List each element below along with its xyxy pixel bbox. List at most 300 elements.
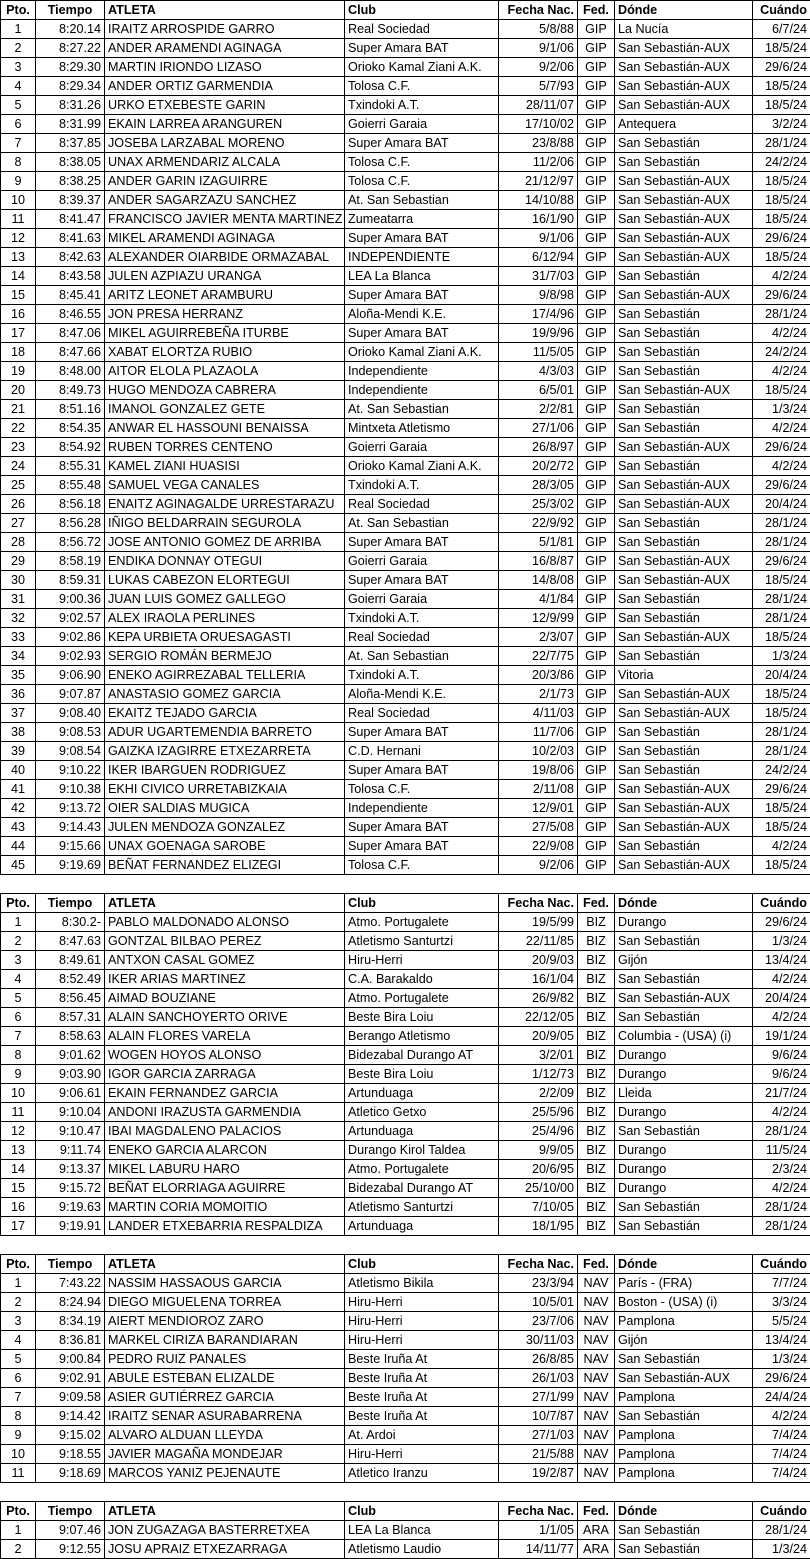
cell-date: 7/4/24: [753, 1464, 810, 1483]
cell-position: 23: [1, 438, 36, 457]
cell-athlete: IRAITZ SENAR ASURABARRENA: [105, 1407, 345, 1426]
cell-federation: GIP: [578, 286, 615, 305]
table-row: [1, 1521, 810, 1540]
cell-date: 29/6/24: [753, 229, 810, 248]
cell-time: 9:12.55: [36, 1540, 105, 1559]
table-row: [1, 1103, 810, 1122]
cell-date: 13/4/24: [753, 1331, 810, 1350]
cell-date: 18/5/24: [753, 96, 810, 115]
header-date: Cuándo: [753, 1255, 810, 1274]
cell-venue: San Sebastián: [615, 742, 753, 761]
cell-venue: San Sebastián: [615, 533, 753, 552]
cell-time: 8:54.35: [36, 419, 105, 438]
cell-date: 1/3/24: [753, 1540, 810, 1559]
cell-birth-date: 7/10/05: [499, 1198, 578, 1217]
cell-date: 2/3/24: [753, 1160, 810, 1179]
cell-birth-date: 16/8/87: [499, 552, 578, 571]
cell-athlete: JON ZUGAZAGA BASTERRETXEA: [105, 1521, 345, 1540]
cell-venue: San Sebastián-AUX: [615, 818, 753, 837]
cell-time: 8:37.85: [36, 134, 105, 153]
cell-birth-date: 6/5/01: [499, 381, 578, 400]
cell-position: 32: [1, 609, 36, 628]
cell-venue: San Sebastián: [615, 1540, 753, 1559]
cell-federation: BIZ: [578, 913, 615, 932]
cell-club: Goierri Garaia: [345, 115, 499, 134]
cell-venue: San Sebastián-AUX: [615, 77, 753, 96]
cell-birth-date: 4/3/03: [499, 362, 578, 381]
cell-birth-date: 22/7/75: [499, 647, 578, 666]
cell-date: 13/4/24: [753, 951, 810, 970]
cell-venue: San Sebastián: [615, 837, 753, 856]
cell-time: 9:10.04: [36, 1103, 105, 1122]
cell-venue: San Sebastián-AUX: [615, 476, 753, 495]
cell-athlete: GAIZKA IZAGIRRE ETXEZARRETA: [105, 742, 345, 761]
cell-venue: San Sebastián-AUX: [615, 1369, 753, 1388]
cell-federation: NAV: [578, 1464, 615, 1483]
cell-date: 18/5/24: [753, 39, 810, 58]
cell-time: 9:10.38: [36, 780, 105, 799]
cell-time: 8:34.19: [36, 1312, 105, 1331]
cell-club: Goierri Garaia: [345, 590, 499, 609]
cell-birth-date: 11/5/05: [499, 343, 578, 362]
cell-birth-date: 14/8/08: [499, 571, 578, 590]
cell-birth-date: 23/7/06: [499, 1312, 578, 1331]
cell-federation: NAV: [578, 1445, 615, 1464]
cell-venue: San Sebastián: [615, 134, 753, 153]
cell-date: 4/2/24: [753, 1179, 810, 1198]
table-row: [1, 1046, 810, 1065]
table-row: [1, 324, 810, 343]
cell-birth-date: 10/2/03: [499, 742, 578, 761]
cell-birth-date: 6/12/94: [499, 248, 578, 267]
cell-time: 9:14.42: [36, 1407, 105, 1426]
cell-athlete: WOGEN HOYOS ALONSO: [105, 1046, 345, 1065]
cell-birth-date: 25/10/00: [499, 1179, 578, 1198]
cell-club: Real Sociedad: [345, 704, 499, 723]
table-row: [1, 1293, 810, 1312]
header-federation: Fed.: [578, 894, 615, 913]
cell-club: At. San Sebastian: [345, 514, 499, 533]
table-row: [1, 704, 810, 723]
cell-federation: GIP: [578, 476, 615, 495]
cell-federation: NAV: [578, 1350, 615, 1369]
cell-athlete: GONTZAL BILBAO PEREZ: [105, 932, 345, 951]
cell-venue: San Sebastián-AUX: [615, 210, 753, 229]
table-row: [1, 476, 810, 495]
cell-athlete: MARTIN IRIONDO LIZASO: [105, 58, 345, 77]
cell-birth-date: 31/7/03: [499, 267, 578, 286]
cell-birth-date: 5/8/88: [499, 20, 578, 39]
cell-date: 29/6/24: [753, 438, 810, 457]
header-time: Tiempo: [36, 1255, 105, 1274]
cell-birth-date: 20/3/86: [499, 666, 578, 685]
cell-position: 1: [1, 20, 36, 39]
header-club: Club: [345, 1, 499, 20]
cell-club: INDEPENDIENTE: [345, 248, 499, 267]
cell-date: 29/6/24: [753, 476, 810, 495]
cell-federation: GIP: [578, 704, 615, 723]
cell-time: 9:02.86: [36, 628, 105, 647]
cell-birth-date: 26/9/82: [499, 989, 578, 1008]
cell-date: 24/2/24: [753, 343, 810, 362]
cell-time: 9:15.72: [36, 1179, 105, 1198]
cell-federation: GIP: [578, 58, 615, 77]
cell-athlete: XABAT ELORTZA RUBIO: [105, 343, 345, 362]
cell-position: 1: [1, 1521, 36, 1540]
cell-athlete: IMANOL GONZALEZ GETE: [105, 400, 345, 419]
cell-athlete: NASSIM HASSAOUS GARCIA: [105, 1274, 345, 1293]
cell-federation: GIP: [578, 115, 615, 134]
cell-time: 8:27.22: [36, 39, 105, 58]
cell-venue: San Sebastián-AUX: [615, 39, 753, 58]
cell-athlete: KAMEL ZIANI HUASISI: [105, 457, 345, 476]
cell-birth-date: 11/7/06: [499, 723, 578, 742]
cell-date: 29/6/24: [753, 286, 810, 305]
cell-time: 8:45.41: [36, 286, 105, 305]
cell-date: 18/5/24: [753, 628, 810, 647]
cell-club: At. Ardoi: [345, 1426, 499, 1445]
cell-federation: NAV: [578, 1331, 615, 1350]
cell-athlete: IGOR GARCIA ZARRAGA: [105, 1065, 345, 1084]
table-row: [1, 590, 810, 609]
cell-position: 12: [1, 229, 36, 248]
table-row: [1, 571, 810, 590]
cell-venue: San Sebastián: [615, 343, 753, 362]
spacer-cell: [1, 1236, 810, 1255]
cell-club: Beste Iruña At: [345, 1350, 499, 1369]
cell-date: 29/6/24: [753, 58, 810, 77]
cell-federation: GIP: [578, 761, 615, 780]
cell-date: 18/5/24: [753, 685, 810, 704]
cell-club: Beste Bira Loiu: [345, 1065, 499, 1084]
cell-venue: San Sebastián-AUX: [615, 229, 753, 248]
cell-birth-date: 2/2/81: [499, 400, 578, 419]
header-athlete: ATLETA: [105, 1, 345, 20]
cell-venue: San Sebastián-AUX: [615, 191, 753, 210]
cell-time: 8:47.06: [36, 324, 105, 343]
cell-time: 9:08.53: [36, 723, 105, 742]
cell-date: 7/4/24: [753, 1445, 810, 1464]
cell-birth-date: 25/4/96: [499, 1122, 578, 1141]
cell-federation: GIP: [578, 400, 615, 419]
cell-federation: GIP: [578, 229, 615, 248]
table-row: [1, 248, 810, 267]
cell-venue: Durango: [615, 1046, 753, 1065]
cell-venue: San Sebastián: [615, 153, 753, 172]
cell-position: 5: [1, 96, 36, 115]
cell-birth-date: 19/8/06: [499, 761, 578, 780]
cell-federation: GIP: [578, 856, 615, 875]
cell-position: 9: [1, 1426, 36, 1445]
cell-birth-date: 4/1/84: [499, 590, 578, 609]
cell-position: 10: [1, 1445, 36, 1464]
cell-time: 8:57.31: [36, 1008, 105, 1027]
cell-club: Super Amara BAT: [345, 229, 499, 248]
header-position: Pto.: [1, 894, 36, 913]
cell-club: Atletico Iranzu: [345, 1464, 499, 1483]
cell-position: 31: [1, 590, 36, 609]
cell-date: 3/2/24: [753, 115, 810, 134]
cell-venue: San Sebastián-AUX: [615, 438, 753, 457]
cell-athlete: ALAIN SANCHOYERTO ORIVE: [105, 1008, 345, 1027]
cell-federation: GIP: [578, 457, 615, 476]
table-row: [1, 1350, 810, 1369]
cell-venue: Columbia - (USA) (i): [615, 1027, 753, 1046]
cell-federation: GIP: [578, 77, 615, 96]
cell-position: 6: [1, 1369, 36, 1388]
cell-date: 29/6/24: [753, 1369, 810, 1388]
cell-athlete: ENDIKA DONNAY OTEGUI: [105, 552, 345, 571]
cell-birth-date: 30/11/03: [499, 1331, 578, 1350]
cell-federation: GIP: [578, 20, 615, 39]
cell-date: 4/2/24: [753, 970, 810, 989]
cell-athlete: JON PRESA HERRANZ: [105, 305, 345, 324]
cell-date: 4/2/24: [753, 837, 810, 856]
cell-date: 4/2/24: [753, 419, 810, 438]
header-venue: Dónde: [615, 1, 753, 20]
cell-federation: ARA: [578, 1521, 615, 1540]
cell-position: 4: [1, 1331, 36, 1350]
cell-time: 8:49.61: [36, 951, 105, 970]
cell-club: Independiente: [345, 799, 499, 818]
cell-club: Super Amara BAT: [345, 837, 499, 856]
cell-athlete: UNAX GOENAGA SAROBE: [105, 837, 345, 856]
header-club: Club: [345, 894, 499, 913]
cell-club: Artunduaga: [345, 1122, 499, 1141]
table-row: [1, 229, 810, 248]
cell-birth-date: 26/8/85: [499, 1350, 578, 1369]
cell-club: Txindoki A.T.: [345, 609, 499, 628]
cell-position: 15: [1, 286, 36, 305]
cell-athlete: ALVARO ALDUAN LLEYDA: [105, 1426, 345, 1445]
cell-time: 9:00.84: [36, 1350, 105, 1369]
cell-position: 5: [1, 989, 36, 1008]
cell-time: 8:38.05: [36, 153, 105, 172]
cell-time: 8:52.49: [36, 970, 105, 989]
cell-venue: San Sebastián: [615, 324, 753, 343]
cell-athlete: AIMAD BOUZIANE: [105, 989, 345, 1008]
cell-club: Atletismo Santurtzi: [345, 1198, 499, 1217]
cell-venue: San Sebastián-AUX: [615, 495, 753, 514]
cell-athlete: HUGO MENDOZA CABRERA: [105, 381, 345, 400]
cell-athlete: JULEN MENDOZA GONZALEZ: [105, 818, 345, 837]
cell-club: Artunduaga: [345, 1084, 499, 1103]
cell-birth-date: 10/5/01: [499, 1293, 578, 1312]
cell-federation: GIP: [578, 96, 615, 115]
cell-venue: San Sebastián: [615, 1217, 753, 1236]
cell-date: 1/3/24: [753, 932, 810, 951]
cell-federation: GIP: [578, 666, 615, 685]
cell-athlete: ABULE ESTEBAN ELIZALDE: [105, 1369, 345, 1388]
cell-athlete: DIEGO MIGUELENA TORREA: [105, 1293, 345, 1312]
cell-venue: Durango: [615, 1065, 753, 1084]
table-row: [1, 742, 810, 761]
cell-athlete: ANASTASIO GOMEZ GARCIA: [105, 685, 345, 704]
cell-venue: San Sebastián-AUX: [615, 286, 753, 305]
cell-date: 18/5/24: [753, 210, 810, 229]
cell-club: C.A. Barakaldo: [345, 970, 499, 989]
cell-venue: Durango: [615, 1179, 753, 1198]
cell-position: 22: [1, 419, 36, 438]
cell-birth-date: 16/1/04: [499, 970, 578, 989]
cell-federation: GIP: [578, 362, 615, 381]
cell-birth-date: 17/4/96: [499, 305, 578, 324]
cell-time: 8:54.92: [36, 438, 105, 457]
cell-club: Real Sociedad: [345, 495, 499, 514]
cell-position: 3: [1, 58, 36, 77]
cell-date: 11/5/24: [753, 1141, 810, 1160]
cell-club: Beste Iruña At: [345, 1388, 499, 1407]
cell-date: 28/1/24: [753, 742, 810, 761]
table-row: [1, 856, 810, 875]
cell-time: 8:47.66: [36, 343, 105, 362]
cell-time: 8:56.28: [36, 514, 105, 533]
cell-date: 18/5/24: [753, 799, 810, 818]
cell-federation: GIP: [578, 267, 615, 286]
table-row: [1, 115, 810, 134]
cell-athlete: UNAX ARMENDARIZ ALCALA: [105, 153, 345, 172]
table-row: [1, 1331, 810, 1350]
cell-athlete: ENEKO GARCIA ALARCON: [105, 1141, 345, 1160]
cell-athlete: MARKEL CIRIZA BARANDIARAN: [105, 1331, 345, 1350]
cell-time: 8:46.55: [36, 305, 105, 324]
cell-time: 8:31.26: [36, 96, 105, 115]
cell-venue: San Sebastián-AUX: [615, 571, 753, 590]
cell-athlete: ALEX IRAOLA PERLINES: [105, 609, 345, 628]
cell-time: 8:36.81: [36, 1331, 105, 1350]
cell-federation: GIP: [578, 324, 615, 343]
cell-club: Tolosa C.F.: [345, 153, 499, 172]
cell-position: 21: [1, 400, 36, 419]
cell-club: Independiente: [345, 381, 499, 400]
table-row: [1, 381, 810, 400]
cell-time: 9:06.61: [36, 1084, 105, 1103]
cell-birth-date: 27/5/08: [499, 818, 578, 837]
cell-federation: BIZ: [578, 1160, 615, 1179]
cell-time: 9:19.69: [36, 856, 105, 875]
cell-date: 6/7/24: [753, 20, 810, 39]
cell-date: 28/1/24: [753, 1198, 810, 1217]
table-row: [1, 267, 810, 286]
cell-venue: San Sebastián-AUX: [615, 799, 753, 818]
header-federation: Fed.: [578, 1502, 615, 1521]
cell-federation: NAV: [578, 1388, 615, 1407]
cell-federation: BIZ: [578, 1065, 615, 1084]
cell-venue: Pamplona: [615, 1388, 753, 1407]
table-row: [1, 1388, 810, 1407]
cell-time: 9:09.58: [36, 1388, 105, 1407]
table-row: [1, 1141, 810, 1160]
table-row: [1, 1084, 810, 1103]
cell-position: 30: [1, 571, 36, 590]
cell-athlete: JAVIER MAGAÑA MONDEJAR: [105, 1445, 345, 1464]
cell-birth-date: 23/3/94: [499, 1274, 578, 1293]
table-row: [1, 685, 810, 704]
cell-date: 28/1/24: [753, 1521, 810, 1540]
table-row: [1, 818, 810, 837]
cell-position: 7: [1, 1388, 36, 1407]
cell-birth-date: 2/3/07: [499, 628, 578, 647]
cell-birth-date: 21/12/97: [499, 172, 578, 191]
cell-position: 8: [1, 1407, 36, 1426]
cell-birth-date: 28/11/07: [499, 96, 578, 115]
cell-venue: San Sebastián-AUX: [615, 780, 753, 799]
cell-athlete: IRAITZ ARROSPIDE GARRO: [105, 20, 345, 39]
table-row: [1, 723, 810, 742]
section-spacer: [1, 1236, 810, 1255]
cell-position: 10: [1, 1084, 36, 1103]
cell-position: 45: [1, 856, 36, 875]
cell-date: 20/4/24: [753, 666, 810, 685]
cell-birth-date: 9/8/98: [499, 286, 578, 305]
cell-time: 9:08.54: [36, 742, 105, 761]
header-birth-date: Fecha Nac.: [499, 1255, 578, 1274]
cell-athlete: SERGIO ROMÁN BERMEJO: [105, 647, 345, 666]
table-row: [1, 1426, 810, 1445]
cell-federation: NAV: [578, 1312, 615, 1331]
table-row: [1, 1027, 810, 1046]
cell-club: Txindoki A.T.: [345, 666, 499, 685]
cell-club: Bidezabal Durango AT: [345, 1179, 499, 1198]
cell-position: 16: [1, 1198, 36, 1217]
cell-venue: Pamplona: [615, 1426, 753, 1445]
header-club: Club: [345, 1255, 499, 1274]
header-federation: Fed.: [578, 1, 615, 20]
cell-position: 14: [1, 1160, 36, 1179]
cell-federation: BIZ: [578, 1122, 615, 1141]
cell-federation: GIP: [578, 172, 615, 191]
cell-birth-date: 4/11/03: [499, 704, 578, 723]
cell-position: 13: [1, 1141, 36, 1160]
cell-date: 19/1/24: [753, 1027, 810, 1046]
cell-club: Beste Bira Loiu: [345, 1008, 499, 1027]
cell-time: 8:55.48: [36, 476, 105, 495]
cell-athlete: KEPA URBIETA ORUESAGASTI: [105, 628, 345, 647]
cell-athlete: ANWAR EL HASSOUNI BENAISSA: [105, 419, 345, 438]
cell-club: Txindoki A.T.: [345, 96, 499, 115]
cell-venue: San Sebastián: [615, 305, 753, 324]
table-row: [1, 210, 810, 229]
cell-position: 18: [1, 343, 36, 362]
table-row: [1, 514, 810, 533]
table-row: [1, 172, 810, 191]
cell-time: 8:58.19: [36, 552, 105, 571]
cell-club: Aloña-Mendi K.E.: [345, 305, 499, 324]
cell-venue: San Sebastián: [615, 1198, 753, 1217]
cell-club: Super Amara BAT: [345, 818, 499, 837]
cell-athlete: JOSEBA LARZABAL MORENO: [105, 134, 345, 153]
table-row: [1, 552, 810, 571]
cell-birth-date: 20/6/95: [499, 1160, 578, 1179]
cell-federation: NAV: [578, 1293, 615, 1312]
cell-time: 8:29.30: [36, 58, 105, 77]
cell-time: 9:14.43: [36, 818, 105, 837]
cell-birth-date: 12/9/99: [499, 609, 578, 628]
cell-time: 8:29.34: [36, 77, 105, 96]
cell-federation: GIP: [578, 742, 615, 761]
cell-federation: NAV: [578, 1426, 615, 1445]
section-spacer: [1, 1483, 810, 1502]
cell-date: 7/4/24: [753, 1426, 810, 1445]
cell-birth-date: 25/5/96: [499, 1103, 578, 1122]
table-row: [1, 419, 810, 438]
cell-club: At. San Sebastian: [345, 191, 499, 210]
cell-federation: GIP: [578, 533, 615, 552]
cell-venue: Pamplona: [615, 1464, 753, 1483]
cell-federation: GIP: [578, 343, 615, 362]
header-venue: Dónde: [615, 1502, 753, 1521]
cell-time: 9:03.90: [36, 1065, 105, 1084]
